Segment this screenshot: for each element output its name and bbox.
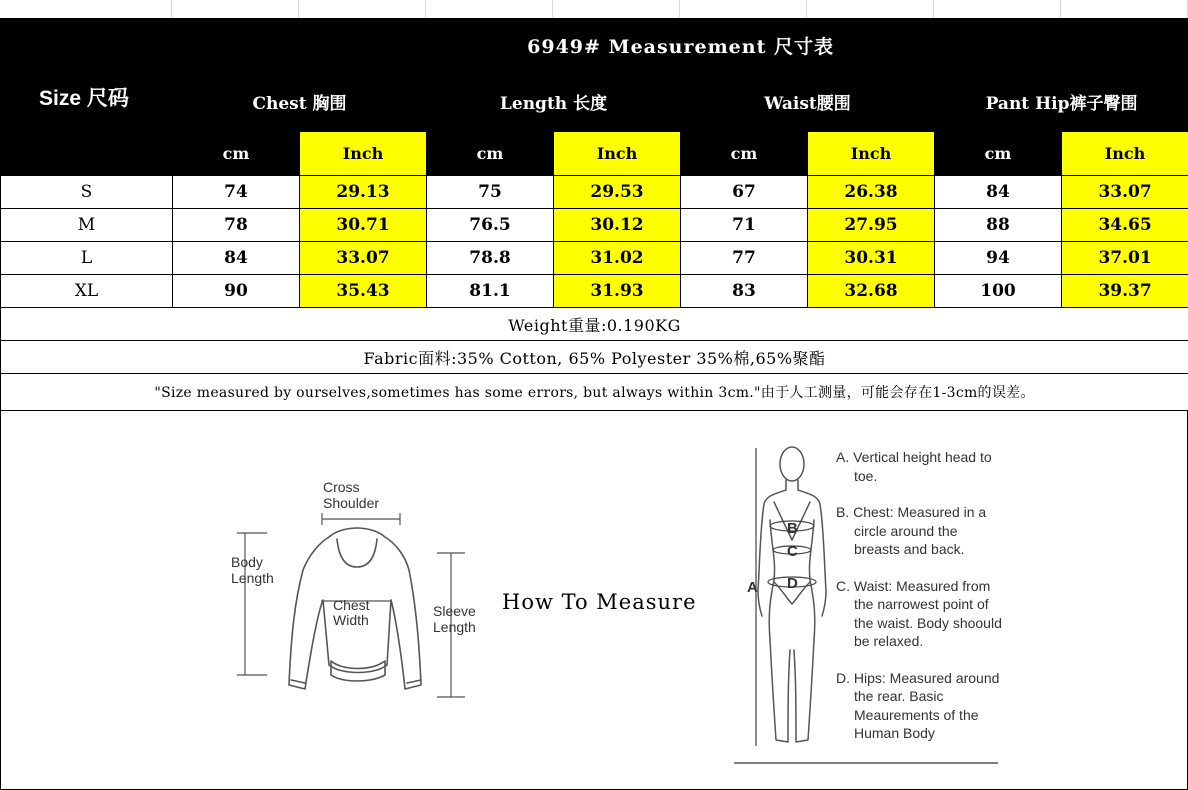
label-chest-width: Width [333,612,369,628]
unit-header: Inch [808,132,935,176]
cm-cell: 74 [173,176,300,209]
unit-header: cm [427,132,554,176]
cm-cell: 76.5 [427,209,554,242]
inch-cell: 39.37 [1062,275,1188,308]
unit-header: Inch [554,132,681,176]
fabric-note: Fabric面料:35% Cotton, 65% Polyester 35%棉,65%聚酯 [1,341,1188,374]
cm-cell: 100 [935,275,1062,308]
cm-cell: 94 [935,242,1062,275]
legend-item: B. Chest: Measured in a circle around the breasts and back. [836,504,987,557]
label-cross-shoulder: Cross [323,479,360,495]
table-row [1,275,1188,308]
inch-cell: 31.02 [554,242,681,275]
size-chart-table [0,18,1188,411]
cm-cell: 78 [173,209,300,242]
inch-cell: 31.93 [554,275,681,308]
group-header-waist: Waist腰围 [681,72,935,132]
label-b: B [787,520,798,537]
unit-header: cm [681,132,808,176]
size-cell: XL [1,275,173,308]
label-a: A [747,579,758,596]
inch-cell: 33.07 [1062,176,1188,209]
size-cell: L [1,242,173,275]
group-header-chest: Chest 胸围 [173,72,427,132]
cm-cell: 81.1 [427,275,554,308]
size-header: Size 尺码 [1,19,173,176]
chart-title: 6949# Measurement 尺寸表 [173,19,1188,72]
cm-cell: 84 [935,176,1062,209]
table-row [1,242,1188,275]
cm-cell: 75 [427,176,554,209]
inch-cell: 29.53 [554,176,681,209]
inch-cell: 37.01 [1062,242,1188,275]
cm-cell: 71 [681,209,808,242]
inch-cell: 26.38 [808,176,935,209]
inch-cell: 30.71 [300,209,427,242]
unit-header: cm [935,132,1062,176]
human-figure-icon [758,447,826,742]
table-row [1,176,1188,209]
weight-note: Weight重量:0.190KG [1,308,1188,341]
cm-cell: 78.8 [427,242,554,275]
label-sleeve-length: Length [433,619,476,635]
table-row [1,209,1188,242]
label-c: C [787,543,798,560]
cm-cell: 90 [173,275,300,308]
size-cell: S [1,176,173,209]
unit-header: Inch [1062,132,1188,176]
label-body-length: Length [231,570,274,586]
inch-cell: 30.31 [808,242,935,275]
top-grid-strip [0,0,1188,18]
disclaimer-note: "Size measured by ourselves,sometimes has some errors, but always within 3cm."由于人工测量，可能会存在1-3cm的误差。 [1,374,1188,411]
label-d: D [787,575,798,592]
inch-cell: 34.65 [1062,209,1188,242]
size-cell: M [1,209,173,242]
inch-cell: 32.68 [808,275,935,308]
cm-cell: 88 [935,209,1062,242]
measure-legend [836,448,1006,761]
cm-cell: 77 [681,242,808,275]
label-sleeve-length: Sleeve [433,603,476,619]
inch-cell: 35.43 [300,275,427,308]
group-header-pant-hip: Pant Hip裤子臀围 [935,72,1188,132]
unit-header: cm [173,132,300,176]
unit-header: Inch [300,132,427,176]
cm-cell: 67 [681,176,808,209]
legend-item: A. Vertical height head to toe. [836,449,992,484]
label-cross-shoulder: Shoulder [323,495,380,511]
cm-cell: 84 [173,242,300,275]
cm-cell: 83 [681,275,808,308]
inch-cell: 27.95 [808,209,935,242]
inch-cell: 30.12 [554,209,681,242]
inch-cell: 29.13 [300,176,427,209]
legend-item: C. Waist: Measured from the narrowest point of the waist. Body shoould be relaxed. [836,577,1002,649]
label-body-length: Body [231,554,263,570]
inch-cell: 33.07 [300,242,427,275]
legend-item: D. Hips: Measured around the rear. Basic Meaurements of the Human Body [836,669,1000,741]
label-chest-width: Chest [333,597,370,613]
group-header-length: Length 长度 [427,72,681,132]
how-to-measure-title: How To Measure [502,590,697,614]
shirt-diagram [225,475,495,705]
